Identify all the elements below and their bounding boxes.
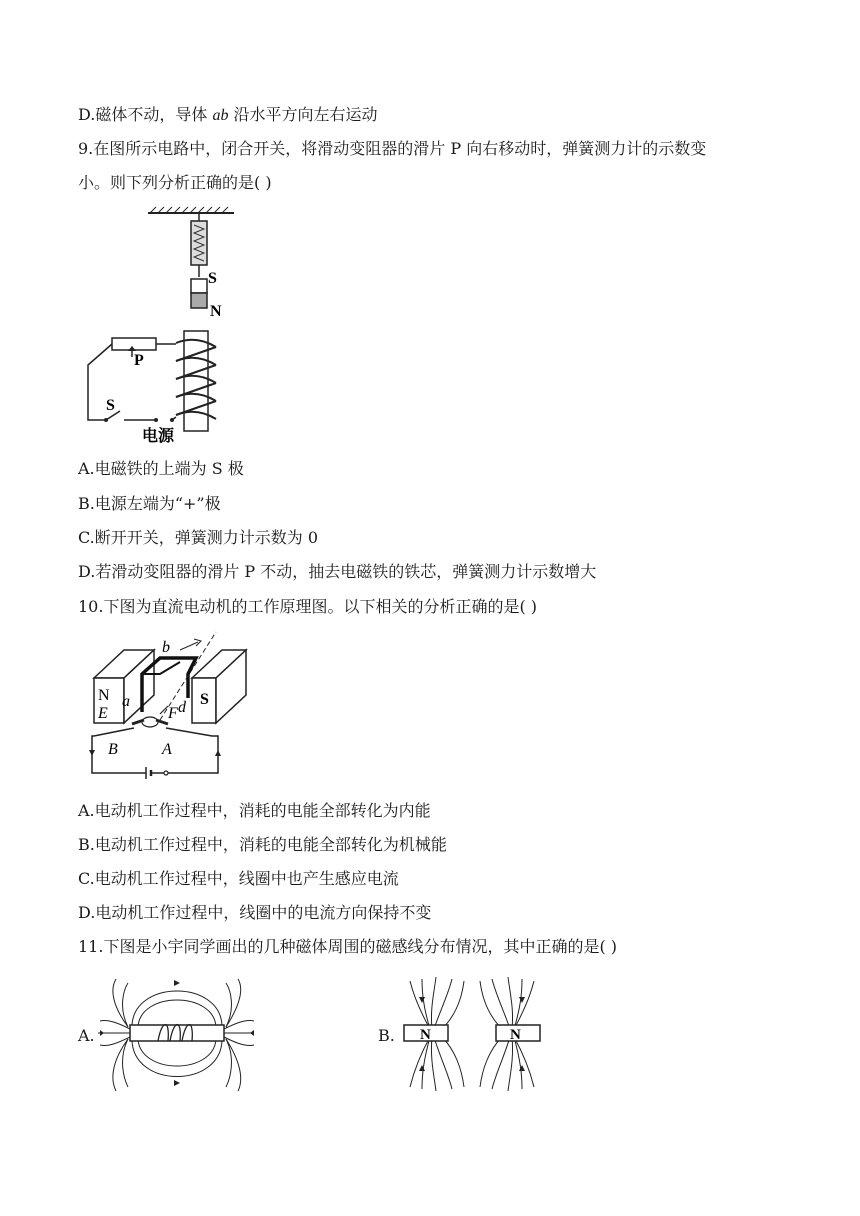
q11-fig-b-right-n: N <box>510 1027 521 1043</box>
q10-label-bb: B <box>108 741 118 758</box>
q9-option-d: D.若滑动变阻器的滑片 P 不动，抽去电磁铁的铁芯，弹簧测力计示数增大 <box>78 562 597 581</box>
q10-motor-figure <box>84 628 254 780</box>
q11-fig-b-left-n: N <box>420 1027 431 1043</box>
q11-solenoid-field-figure <box>98 975 256 1097</box>
q9-circuit-figure <box>76 205 246 445</box>
q11-option-a-label: A. <box>78 1026 95 1045</box>
q11-stem: 11.下图是小宇同学画出的几种磁体周围的磁感线分布情况，其中正确的是( ) <box>78 937 618 956</box>
q10-label-d: d <box>178 699 186 716</box>
q10-label-n: N <box>98 687 110 704</box>
q10-option-a: A.电动机工作过程中，消耗的电能全部转化为内能 <box>78 801 431 820</box>
q10-label-b: b <box>162 639 170 656</box>
q10-option-d: D.电动机工作过程中，线圈中的电流方向保持不变 <box>78 903 432 922</box>
q10-stem: 10.下图为直流电动机的工作原理图。以下相关的分析正确的是( ) <box>78 597 538 616</box>
q10-label-f: F <box>168 705 178 722</box>
q10-option-c: C.电动机工作过程中，线圈中也产生感应电流 <box>78 869 399 888</box>
q11-two-magnets-field-figure <box>400 975 546 1093</box>
q9-stem-line1: 9.在图所示电路中，闭合开关，将滑动变阻器的滑片 P 向右移动时，弹簧测力计的示数变 <box>78 139 707 158</box>
q8-option-d-pre: D.磁体不动，导体 <box>78 105 213 124</box>
q10-label-aa: A <box>162 741 172 758</box>
q11-option-b-label: B. <box>378 1026 395 1045</box>
q8-option-d-var: ab <box>212 107 229 124</box>
q10-label-s: S <box>200 691 209 708</box>
q10-label-a: a <box>122 693 130 710</box>
q9-stem-line2: 小。则下列分析正确的是( ) <box>78 173 272 192</box>
q9-label-power: 电源 <box>142 428 175 445</box>
q9-option-c: C.断开开关，弹簧测力计示数为 0 <box>78 528 319 547</box>
q9-label-slider-p: P <box>134 352 144 369</box>
q10-label-e: E <box>98 705 108 722</box>
q8-option-d-post: 沿水平方向左右运动 <box>228 105 378 124</box>
q9-label-magnet-n: N <box>210 303 222 320</box>
q8-option-d <box>78 105 378 126</box>
q9-option-b: B.电源左端为“+”极 <box>78 494 221 513</box>
q9-option-a: A.电磁铁的上端为 S 极 <box>78 459 244 478</box>
q9-label-switch-s: S <box>106 397 115 414</box>
q10-option-b: B.电动机工作过程中，消耗的电能全部转化为机械能 <box>78 835 447 854</box>
q9-label-spring-s: S <box>208 270 217 287</box>
